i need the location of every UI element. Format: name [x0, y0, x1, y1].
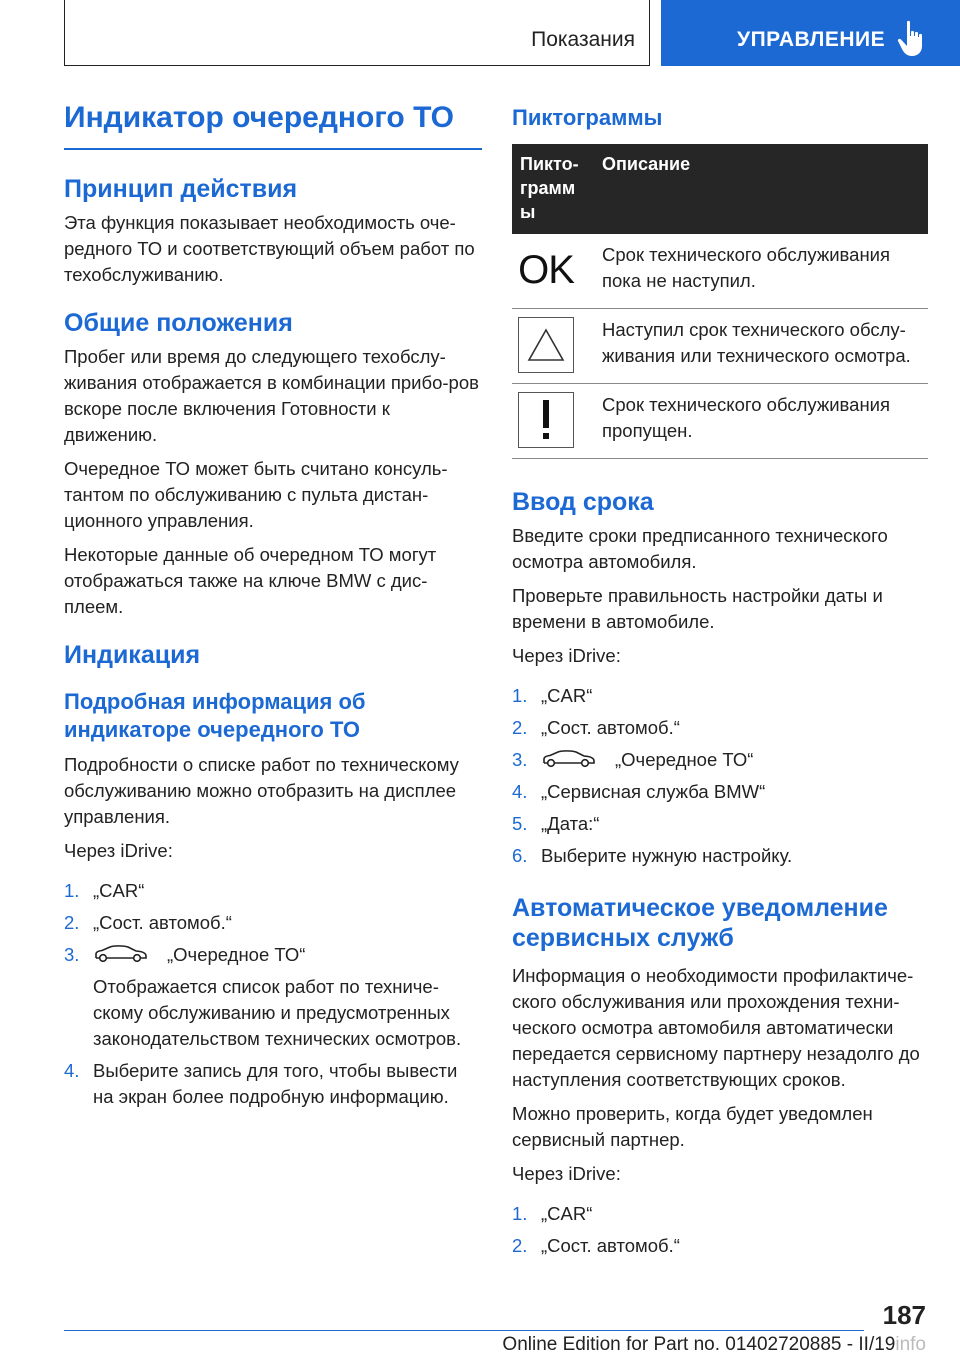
- column-header-description: Описание: [594, 144, 928, 234]
- list-item: 2. „Сост. автомоб.“: [64, 912, 232, 933]
- list-item: 4. Выберите запись для того, чтобы вывести на экран более подробную информацию.: [64, 1060, 458, 1107]
- general-text-1: Пробег или время до следующего техобслу-живания отображается в комбинации прибо-ров вскоре после включения Готовности к движению.: [64, 346, 479, 445]
- list-item: 1. „CAR“: [512, 1203, 593, 1224]
- exclamation-icon: [518, 392, 574, 448]
- footer-divider: [64, 1330, 864, 1331]
- pictograms-heading: Пиктограммы: [512, 105, 663, 130]
- general-text-3: Некоторые данные об очередном ТО могут отображаться также на ключе BMW с дис-плеем.: [64, 544, 437, 617]
- header-section-tab: [64, 0, 650, 66]
- indication-steps: [64, 878, 482, 1110]
- ok-icon: OK: [518, 248, 574, 292]
- footer-edition: Online Edition for Part no. 01402720885 - II/19info: [502, 1334, 926, 1355]
- date-entry-text-1: Введите сроки предписанного технического осмотра автомобиля.: [512, 525, 888, 572]
- header-chapter-tab: [661, 0, 960, 66]
- hand-pointer-icon: [897, 20, 929, 58]
- auto-notify-heading: Автоматическое уведомление сервисных служб: [512, 894, 888, 952]
- indication-text: Подробности о списке работ по техническому обслуживанию можно отобразить на дисплее управления.: [64, 754, 459, 827]
- auto-notify-steps: [512, 1201, 928, 1259]
- principle-text: Эта функция показывает необходимость оче-редного ТО и соответствующий объем работ по техобслуживанию.: [64, 212, 475, 285]
- auto-notify-via: Через iDrive:: [512, 1163, 621, 1184]
- left-column: [64, 100, 482, 1116]
- auto-notify-text-1: Информация о необходимости профилактиче-ского обслуживания или прохождения техни-ческого осмотра автомобиля автоматически передается сервисному партнеру незадолго до наступления соответствующих сроков.: [512, 965, 920, 1090]
- list-item: 3. „Очередное ТО“ Отображается список работ по техниче-скому обслуживанию и предусмотренных законодательством технических осмотров.: [64, 942, 482, 1052]
- page-number: 187: [882, 1300, 926, 1330]
- list-item: 5. „Дата:“: [512, 813, 600, 834]
- date-entry-text-2: Проверьте правильность настройки даты и времени в автомобиле.: [512, 585, 883, 632]
- column-header-pictogram: Пикто-грамм ы: [512, 144, 594, 234]
- date-entry-via: Через iDrive:: [512, 645, 621, 666]
- table-header-row: [512, 144, 928, 234]
- table-cell: Срок технического обслуживания пропущен.: [594, 384, 928, 459]
- car-icon: [541, 748, 597, 770]
- table-row: [512, 384, 928, 459]
- indication-subheading: Подробная информация об индикаторе очередного ТО: [64, 689, 366, 742]
- warning-triangle-icon: [518, 317, 574, 373]
- list-item: 1. „CAR“: [64, 880, 145, 901]
- general-heading: Общие положения: [64, 309, 293, 337]
- header-section-label: Показания: [531, 28, 635, 51]
- date-entry-heading: Ввод срока: [512, 488, 654, 516]
- auto-notify-text-2: Можно проверить, когда будет уведомлен сервисный партнер.: [512, 1103, 873, 1150]
- date-entry-steps: [512, 683, 928, 869]
- list-item: 1. „CAR“: [512, 685, 593, 706]
- table-row: [512, 309, 928, 384]
- header-chapter-label: УПРАВЛЕНИЕ: [737, 28, 886, 51]
- indication-heading: Индикация: [64, 641, 201, 669]
- table-row: [512, 234, 928, 309]
- general-text-2: Очередное ТО может быть считано консуль-тантом по обслуживанию с пульта дистан-ционного управления.: [64, 458, 448, 531]
- step-note: Отображается список работ по техниче-скому обслуживанию и предусмотренных законодательством технических осмотров.: [93, 976, 462, 1049]
- right-column: [512, 100, 928, 1265]
- list-item: 6. Выберите нужную настройку.: [512, 845, 793, 866]
- car-icon: [93, 943, 149, 965]
- pictogram-table: [512, 144, 928, 459]
- table-cell: Наступил срок технического обслу-живания или технического осмотра.: [594, 309, 928, 384]
- list-item: 4. „Сервисная служба BMW“: [512, 781, 766, 802]
- principle-heading: Принцип действия: [64, 175, 298, 203]
- indication-via: Через iDrive:: [64, 840, 173, 861]
- list-item: 2. „Сост. автомоб.“: [512, 717, 680, 738]
- page-title: Индикатор очередного ТО: [64, 100, 482, 150]
- list-item: 2. „Сост. автомоб.“: [512, 1235, 680, 1256]
- footer-watermark: info: [895, 1334, 926, 1355]
- table-cell: Срок технического обслуживания пока не наступил.: [594, 234, 928, 309]
- list-item: 3. „Очередное ТО“: [512, 749, 754, 770]
